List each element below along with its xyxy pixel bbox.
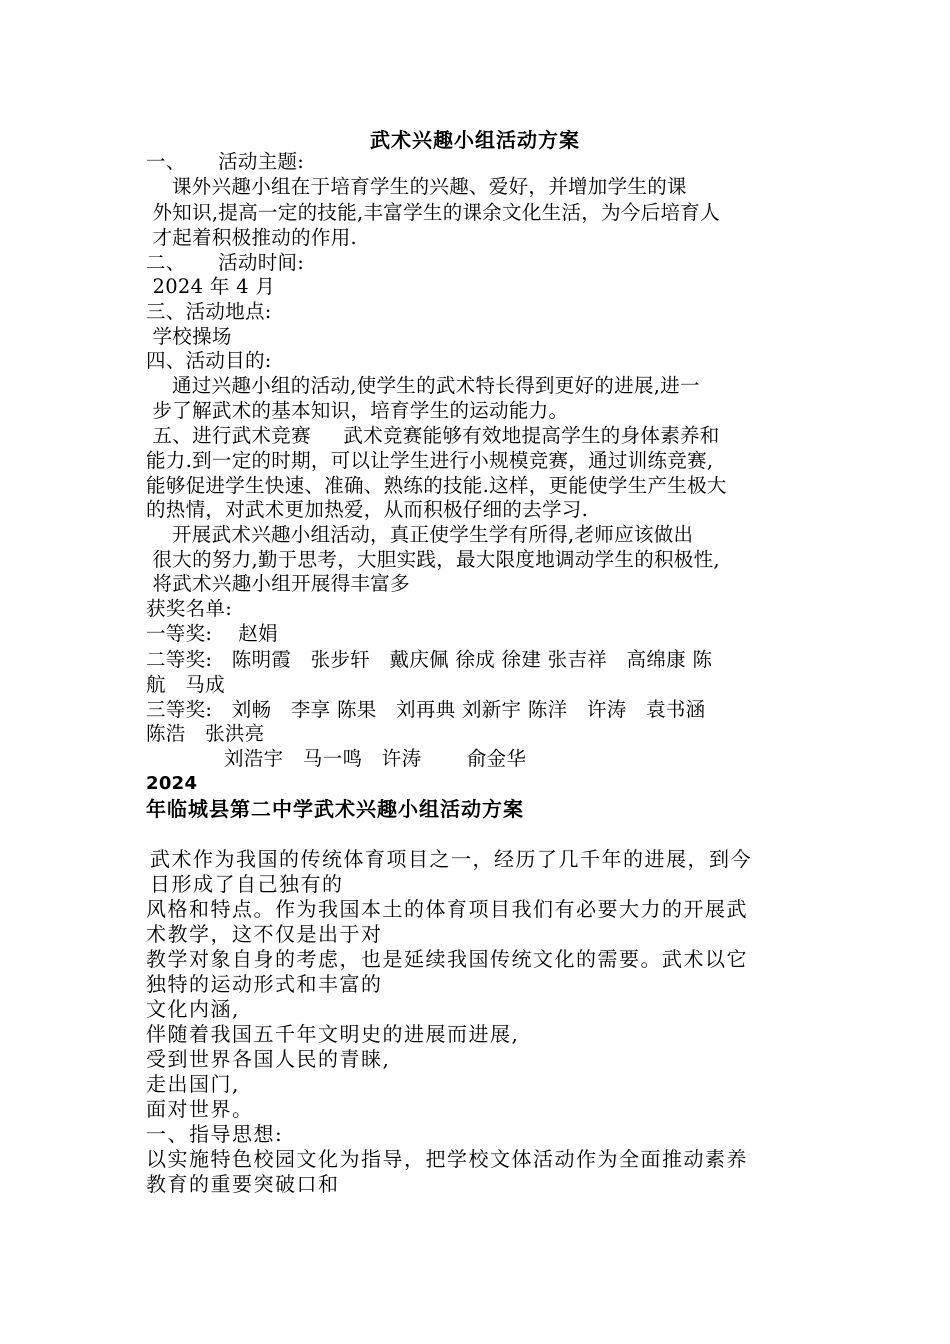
text-line: 课外兴趣小组在于培育学生的兴趣、爱好，并增加学生的课 — [146, 175, 687, 198]
award-second: 二等奖: 陈明霞 张步轩 戴庆佩 徐成 徐建 张吉祥 高绵康 陈 — [146, 648, 713, 671]
section-heading: 一、指导思想: — [146, 1122, 284, 1146]
text-line: 教学对象自身的考虑，也是延续我国传统文化的需要。武术以它 — [146, 947, 748, 971]
text-line: 走出国门, — [146, 1072, 240, 1096]
text-line: 三、活动地点: — [146, 300, 272, 323]
section2-title: 年临城县第二中学武术兴趣小组活动方案 — [146, 797, 524, 821]
text-line: 将武术兴趣小组开展得丰富多 — [146, 572, 410, 595]
award-first: 一等奖: 赵娟 — [146, 622, 278, 645]
text-line: 二、 活动时间: — [146, 251, 305, 274]
text-line: 面对世界。 — [146, 1097, 254, 1121]
text-line: 外知识,提高一定的技能,丰富学生的课余文化生活，为今后培育人 — [146, 201, 720, 224]
award-third-cont: 陈浩 张洪亮 — [146, 722, 265, 745]
text-line: 以实施特色校园文化为指导，把学校文体活动作为全面推动素养 — [146, 1147, 748, 1171]
award-second-cont: 航 马成 — [146, 673, 225, 696]
text-line: 风格和特点。作为我国本土的体育项目我们有必要大力的开展武 — [146, 897, 748, 921]
text-line: 受到世界各国人民的青睐, — [146, 1047, 391, 1071]
text-line: 四、活动目的: — [146, 349, 272, 372]
text-line: 武术作为我国的传统体育项目之一，经历了几千年的进展，到今 — [150, 847, 752, 871]
text-line: 教育的重要突破口和 — [146, 1172, 340, 1196]
text-line: 2024 年 4 月 — [146, 275, 276, 298]
award-third: 三等奖: 刘畅 李享 陈果 刘再典 刘新宇 陈洋 许涛 袁书涵 — [146, 698, 706, 721]
document-title: 武术兴趣小组活动方案 — [370, 128, 580, 152]
text-line: 一、 活动主题: — [146, 150, 305, 173]
text-line: 很大的努力,勤于思考，大胆实践，最大限度地调动学生的积极性, — [146, 548, 720, 571]
text-line: 文化内涵, — [146, 997, 240, 1021]
text-line: 能力.到一定的时期，可以让学生进行小规模竞赛，通过训练竞赛, — [146, 449, 714, 472]
text-line: 术教学，这不仅是出于对 — [146, 922, 383, 946]
text-line: 伴随着我国五千年文明史的进展而进展, — [146, 1022, 520, 1046]
text-line: 独特的运动形式和丰富的 — [146, 972, 383, 996]
text-line: 五、进行武术竞赛 武术竞赛能够有效地提高学生的身体素养和 — [146, 424, 720, 447]
text-line: 能够促进学生快速、准确、熟练的技能.这样，更能使学生产生极大 — [146, 474, 727, 497]
award-third-cont: 刘浩宇 马一鸣 许涛 俞金华 — [146, 747, 527, 770]
text-line: 获奖名单: — [146, 597, 233, 620]
section2-year: 2024 — [146, 773, 198, 794]
text-line: 步了解武术的基本知识，培育学生的运动能力。 — [146, 399, 569, 422]
text-line: 通过兴趣小组的活动,使学生的武术特长得到更好的进展,进一 — [146, 374, 700, 397]
text-line: 日形成了自己独有的 — [150, 872, 344, 896]
text-line: 开展武术兴趣小组活动，真正使学生学有所得,老师应该做出 — [146, 523, 694, 546]
text-line: 的热情，对武术更加热爱，从而积极仔细的去学习. — [146, 498, 589, 521]
text-line: 才起着积极推动的作用. — [146, 226, 357, 249]
text-line: 学校操场 — [146, 325, 232, 348]
